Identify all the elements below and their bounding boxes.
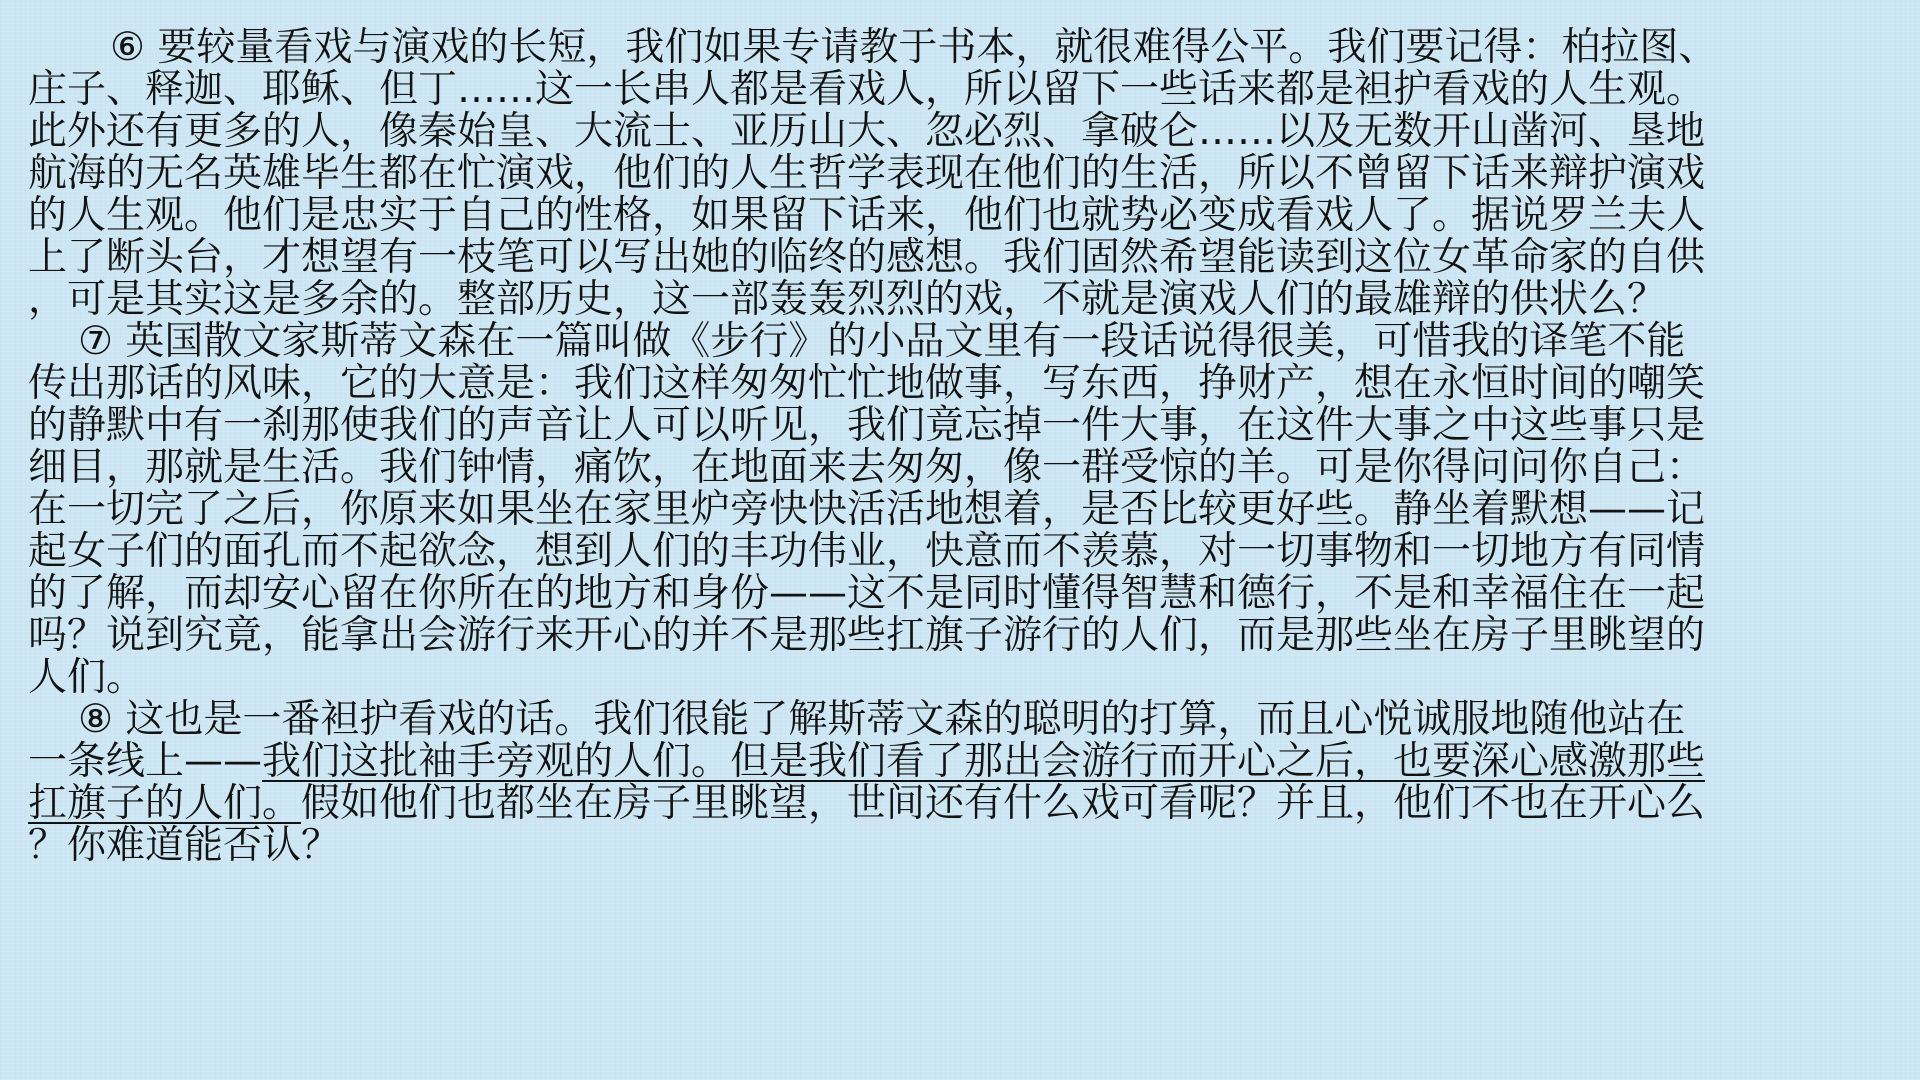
text-line: 的人生观。他们是忠实于自己的性格，如果留下话来，他们也就势必变成看戏人了。据说罗兰夫人 <box>28 193 1706 238</box>
underlined-text: 我们这批袖手旁观的人们。但是我们看了那出会游行而开心之后，也要深心感激那些 <box>262 739 1706 784</box>
text-line: ，可是其实这是多余的。整部历史，这一部轰轰烈烈的戏，不就是演戏人们的最雄辩的供状么？ <box>28 277 1667 322</box>
text-line: 上了断头台，才想望有一枝笔可以写出她的临终的感想。我们固然希望能读到这位女革命家的自供 <box>28 235 1706 280</box>
text-line: ⑧ 这也是一番袒护看戏的话。我们很能了解斯蒂文森的聪明的打算，而且心悦诚服地随他站在 <box>78 697 1686 742</box>
underlined-text: 扛旗子的人们。 <box>28 781 302 826</box>
text-line: ？你难道能否认？ <box>28 823 341 868</box>
text-line: 起女子们的面孔而不起欲念，想到人们的丰功伟业，快意而不羡慕，对一切事物和一切地方有同情 <box>28 529 1706 574</box>
text-line: 细目，那就是生活。我们钟情，痛饮，在地面来去匆匆，像一群受惊的羊。可是你得问问你自己： <box>28 445 1706 490</box>
plain-text: 假如他们也都坐在房子里眺望，世间还有什么戏可看呢？并且，他们不也在开心么 <box>301 781 1706 826</box>
text-line: 人们。 <box>28 655 146 700</box>
text-line: 传出那话的风味，它的大意是：我们这样匆匆忙忙地做事，写东西，挣财产，想在永恒时间的嘲笑 <box>28 361 1706 406</box>
text-line: 吗？说到究竟，能拿出会游行来开心的并不是那些扛旗子游行的人们，而是那些坐在房子里眺望的 <box>28 613 1706 658</box>
text-line: 航海的无名英雄毕生都在忙演戏，他们的人生哲学表现在他们的生活，所以不曾留下话来辩护演戏 <box>28 151 1706 196</box>
text-line: 在一切完了之后，你原来如果坐在家里炉旁快快活活地想着，是否比较更好些。静坐着默想——记 <box>28 487 1706 532</box>
text-line: ⑥ 要较量看戏与演戏的长短，我们如果专请教于书本，就很难得公平。我们要记得：柏拉图、 <box>110 25 1718 70</box>
text-line: ⑦ 英国散文家斯蒂文森在一篇叫做《步行》的小品文里有一段话说得很美，可惜我的译笔不能 <box>78 319 1686 364</box>
plain-text: 一条线上—— <box>28 739 263 784</box>
text-line: 的静默中有一刹那使我们的声音让人可以听见，我们竟忘掉一件大事，在这件大事之中这些事只是 <box>28 403 1706 448</box>
text-line: 的了解，而却安心留在你所在的地方和身份——这不是同时懂得智慧和德行，不是和幸福住在一起 <box>28 571 1706 616</box>
text-line: 庄子、释迦、耶稣、但丁……这一长串人都是看戏人，所以留下一些话来都是袒护看戏的人生观。 <box>28 67 1706 112</box>
text-line: 此外还有更多的人，像秦始皇、大流士、亚历山大、忽必烈、拿破仑……以及无数开山凿河、垦地 <box>28 109 1706 154</box>
